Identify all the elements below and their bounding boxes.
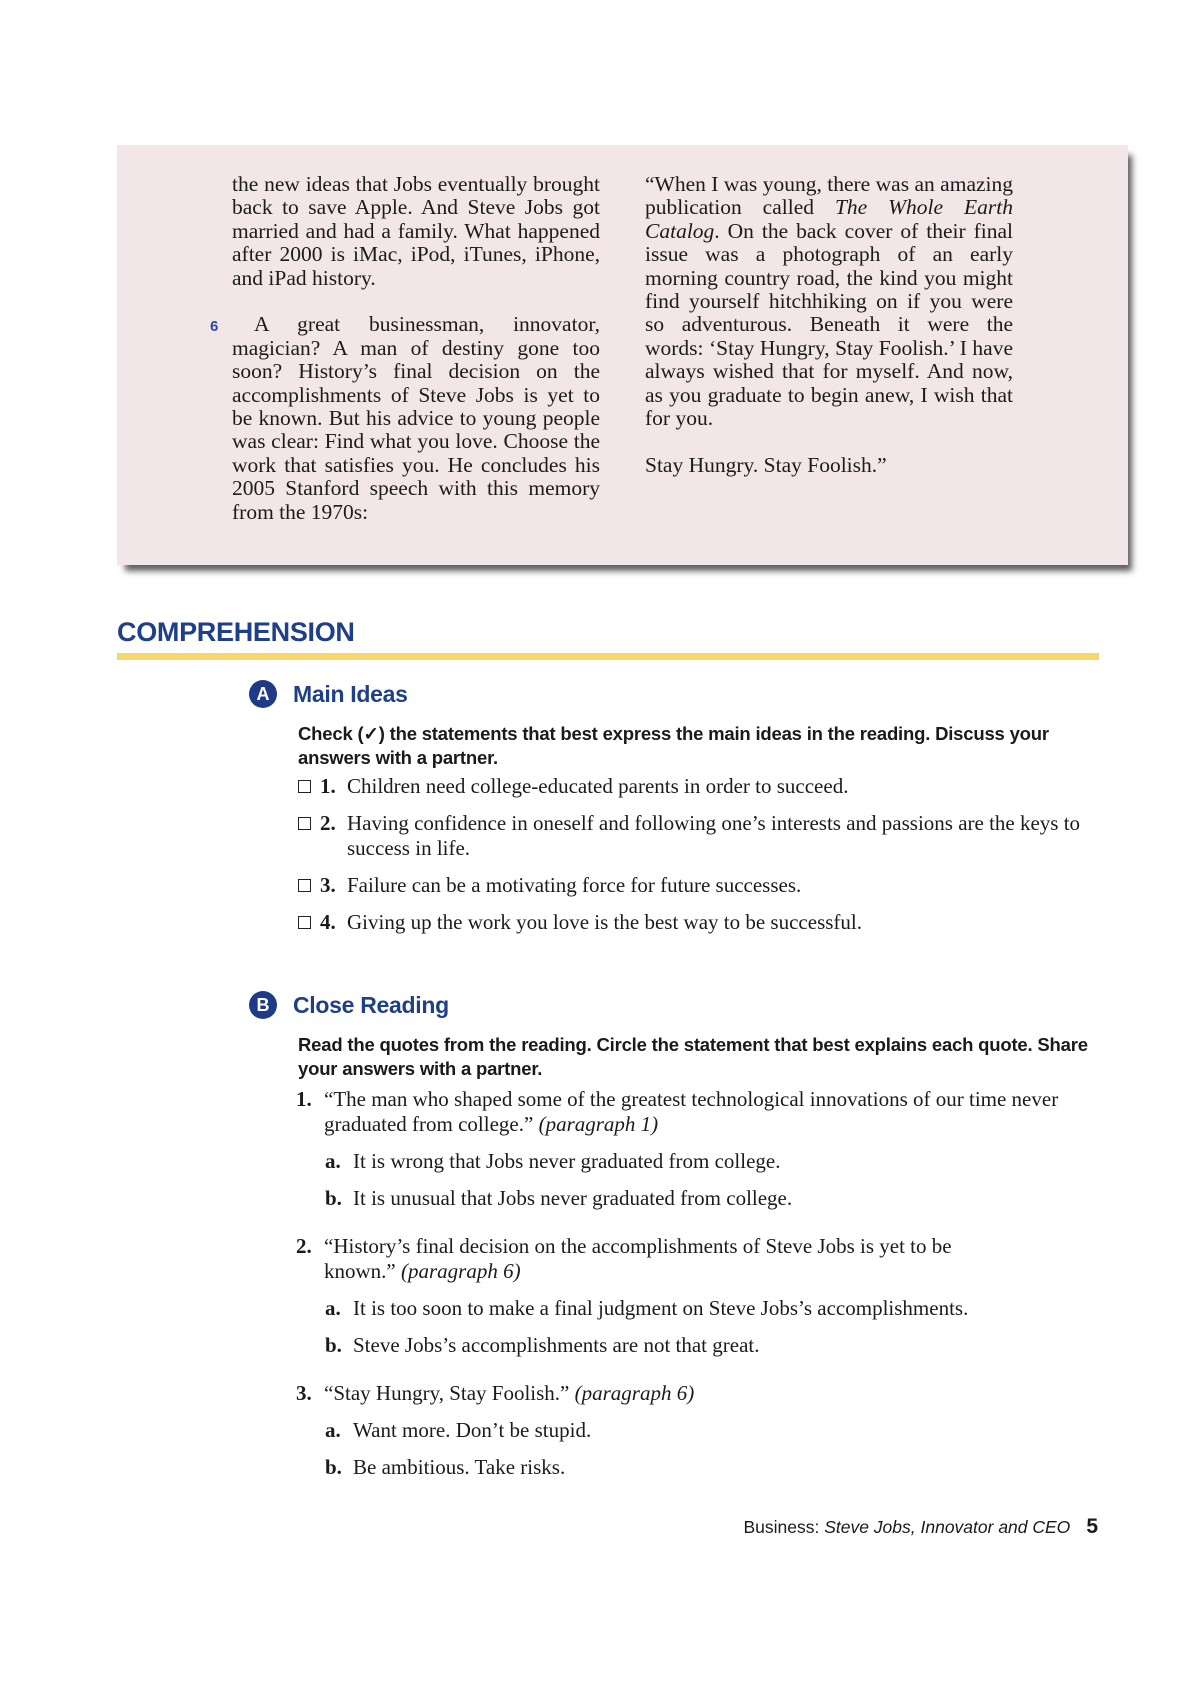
paragraph-5-continued: the new ideas that Jobs eventually brought back to save Apple. And Steve Jobs got married and had a family. What happened after 2000 is iMac, iPod, iTunes, iPhone, and iPad history. bbox=[232, 172, 600, 290]
reading-passage-box bbox=[117, 145, 1128, 565]
section-a-title: Main Ideas bbox=[293, 680, 408, 707]
question-number: 3. bbox=[296, 1381, 312, 1405]
close-reading-question bbox=[296, 1234, 1096, 1284]
question-quote: “The man who shaped some of the greatest technological innovations of our time never graduated from college.” bbox=[324, 1087, 1059, 1136]
option-letter: a. bbox=[325, 1149, 341, 1173]
item-text: Children need college-educated parents in order to succeed. bbox=[347, 774, 849, 798]
quote-text-end: . On the back cover of their final issue was a photograph of an early morning country road, the kind you might find yourself hitchhiking on if you were so adventurous. Beneath it were the words: ‘Stay Hungry, Stay Foolish.’ I have always wished that for myself. And now, as you graduate to begin anew, I wish that for you. bbox=[645, 218, 1013, 431]
paragraph-reference: (paragraph 1) bbox=[538, 1112, 659, 1136]
main-idea-item bbox=[298, 873, 1098, 898]
option-letter: b. bbox=[325, 1333, 342, 1357]
close-reading-question bbox=[296, 1087, 1096, 1137]
answer-option[interactable] bbox=[325, 1455, 1085, 1480]
answer-option[interactable] bbox=[325, 1418, 1085, 1443]
question-number: 2. bbox=[296, 1234, 312, 1258]
quote-publication-title: The Whole Earth Catalog bbox=[645, 195, 1013, 243]
option-letter: b. bbox=[325, 1186, 342, 1210]
quote-closing: Stay Hungry. Stay Foolish.” bbox=[645, 452, 887, 477]
main-idea-item bbox=[298, 811, 1098, 861]
option-text: It is too soon to make a final judgment on Steve Jobs’s accomplishments. bbox=[353, 1296, 969, 1320]
item-number: 2. bbox=[320, 811, 336, 835]
comprehension-heading: COMPREHENSION bbox=[117, 617, 355, 647]
option-letter: b. bbox=[325, 1455, 342, 1479]
close-reading-question bbox=[296, 1381, 1096, 1406]
checkbox-icon[interactable] bbox=[298, 879, 311, 892]
footer-unit-label: Business: bbox=[743, 1517, 825, 1537]
option-letter: a. bbox=[325, 1296, 341, 1320]
heading-rule bbox=[117, 653, 1099, 660]
reading-column-left bbox=[232, 173, 600, 524]
section-a-badge: A bbox=[249, 680, 277, 708]
answer-option[interactable] bbox=[325, 1296, 1085, 1321]
paragraph-reference: (paragraph 6) bbox=[401, 1259, 521, 1283]
option-text: Steve Jobs’s accomplishments are not that great. bbox=[353, 1333, 760, 1357]
option-text: It is wrong that Jobs never graduated from college. bbox=[353, 1149, 781, 1173]
checkbox-icon[interactable] bbox=[298, 817, 311, 830]
answer-option[interactable] bbox=[325, 1186, 1085, 1211]
item-number: 4. bbox=[320, 910, 336, 934]
quote-paragraph bbox=[645, 173, 1013, 430]
reading-column-right bbox=[645, 173, 1013, 477]
question-number: 1. bbox=[296, 1087, 312, 1111]
paragraph-6 bbox=[232, 313, 600, 524]
section-b-instructions: Read the quotes from the reading. Circle the statement that best explains each quote. Share your answers with a partner. bbox=[298, 1034, 1088, 1079]
section-a-instructions: Check (✓) the statements that best express the main ideas in the reading. Discuss your answers with a partner. bbox=[298, 723, 1049, 768]
item-text: Having confidence in oneself and following one’s interests and passions are the keys to success in life. bbox=[347, 811, 1081, 860]
main-idea-item bbox=[298, 774, 1098, 799]
footer-unit-title: Steve Jobs, Innovator and CEO bbox=[824, 1517, 1071, 1537]
main-idea-item bbox=[298, 910, 1098, 935]
question-quote: “Stay Hungry, Stay Foolish.” bbox=[324, 1381, 575, 1405]
option-text: Be ambitious. Take risks. bbox=[353, 1455, 566, 1479]
item-number: 3. bbox=[320, 873, 336, 897]
paragraph-6-text: A great businessman, innovator, magician? A man of destiny gone too soon? History’s final decision on the accomplishments of Steve Jobs is yet to be known. But his advice to young people was clear: Find what you love. Choose the work that satisfies you. He concludes his 2005 Stanford speech with this memory from the 1970s: bbox=[232, 312, 600, 524]
answer-option[interactable] bbox=[325, 1333, 1085, 1358]
page-number: 5 bbox=[1086, 1515, 1098, 1538]
paragraph-reference: (paragraph 6) bbox=[574, 1381, 695, 1405]
option-letter: a. bbox=[325, 1418, 341, 1442]
paragraph-number: 6 bbox=[210, 318, 219, 335]
question-quote: “History’s final decision on the accomplishments of Steve Jobs is yet to be known.” bbox=[324, 1234, 952, 1283]
checkbox-icon[interactable] bbox=[298, 780, 311, 793]
page-footer bbox=[743, 1515, 1098, 1539]
checkbox-icon[interactable] bbox=[298, 916, 311, 929]
answer-option[interactable] bbox=[325, 1149, 1085, 1174]
item-text: Failure can be a motivating force for future successes. bbox=[347, 873, 802, 897]
section-b-title: Close Reading bbox=[293, 991, 449, 1018]
option-text: It is unusual that Jobs never graduated from college. bbox=[353, 1186, 793, 1210]
section-b-header bbox=[249, 991, 449, 1019]
item-number: 1. bbox=[320, 774, 336, 798]
option-text: Want more. Don’t be stupid. bbox=[353, 1418, 592, 1442]
item-text: Giving up the work you love is the best way to be successful. bbox=[347, 910, 862, 934]
footer-unit bbox=[743, 1517, 1070, 1538]
section-a-header bbox=[249, 680, 408, 708]
section-b-badge: B bbox=[249, 991, 277, 1019]
quote-text-start: “When I was young, there was an amazing publication called bbox=[645, 172, 1013, 220]
